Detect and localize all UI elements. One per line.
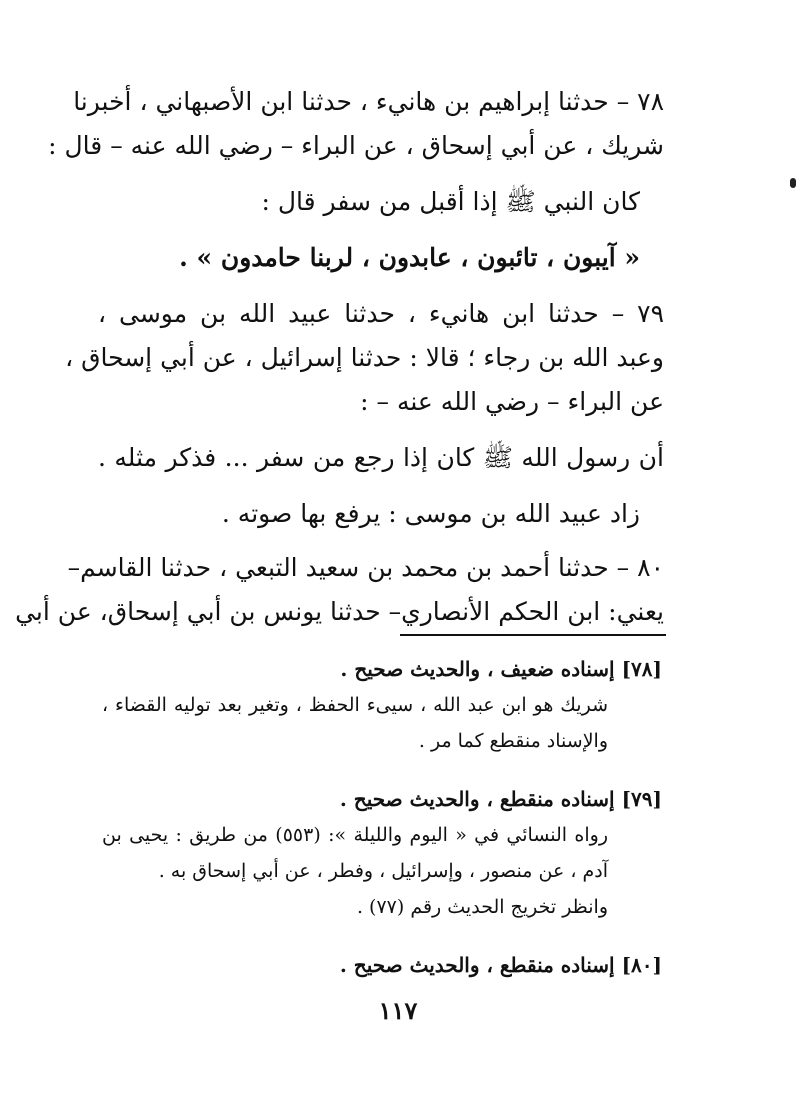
- footnote-78-line-1: شريك هو ابن عبد الله ، سيىء الحفظ ، وتغير بعد توليه القضاء ،: [102, 694, 608, 716]
- hadith-80-line-2: يعني: ابن الحكم الأنصاري– حدثنا يونس بن أبي إسحاق، عن أبي: [15, 597, 664, 626]
- margin-mark: [790, 178, 796, 188]
- footnote-79-line-1: رواه النسائي في « اليوم والليلة »: (٥٥٣) من طريق : يحيى بن: [102, 824, 608, 846]
- footnote-78-heading: [٧٨] إسناده ضعيف ، والحديث صحيح .: [340, 657, 662, 681]
- hadith-79-line-4: أن رسول الله ﷺ كان إذا رجع من سفر ... فذكر مثله .: [98, 443, 664, 472]
- hadith-79-addition: زاد عبيد الله بن موسى : يرفع بها صوته .: [221, 499, 640, 528]
- hadith-78-line-3: كان النبي ﷺ إذا أقبل من سفر قال :: [261, 187, 640, 216]
- page-number: ١١٧: [378, 996, 418, 1025]
- hadith-79-line-2: وعبد الله بن رجاء ؛ قالا : حدثنا إسرائيل ، عن أبي إسحاق ،: [65, 343, 664, 372]
- hadith-80-line-1: ٨٠ – حدثنا أحمد بن محمد بن سعيد التبعي ، حدثنا القاسم–: [67, 553, 664, 582]
- footnote-79-line-2: آدم ، عن منصور ، وإسرائيل ، وفطر ، عن أبي إسحاق به .: [158, 860, 608, 882]
- hadith-79-line-3: عن البراء – رضي الله عنه – :: [360, 387, 664, 416]
- footnote-78-line-2: والإسناد منقطع كما مر .: [418, 730, 608, 752]
- footnote-separator: [400, 634, 666, 636]
- hadith-78-supplication: « آيبون ، تائبون ، عابدون ، لربنا حامدون » .: [179, 243, 640, 272]
- footnote-80-heading: [٨٠] إسناده منقطع ، والحديث صحيح .: [339, 953, 662, 977]
- footnote-79-heading: [٧٩] إسناده منقطع ، والحديث صحيح .: [339, 787, 662, 811]
- footnote-79-line-3: وانظر تخريج الحديث رقم (٧٧) .: [356, 896, 608, 918]
- hadith-78-line-2: شريك ، عن أبي إسحاق ، عن البراء – رضي الله عنه – قال :: [48, 131, 664, 160]
- hadith-79-line-1: ٧٩ – حدثنا ابن هانيء ، حدثنا عبيد الله بن موسى ،: [98, 299, 664, 328]
- hadith-78-line-1: ٧٨ – حدثنا إبراهيم بن هانيء ، حدثنا ابن الأصبهاني ، أخبرنا: [73, 87, 664, 116]
